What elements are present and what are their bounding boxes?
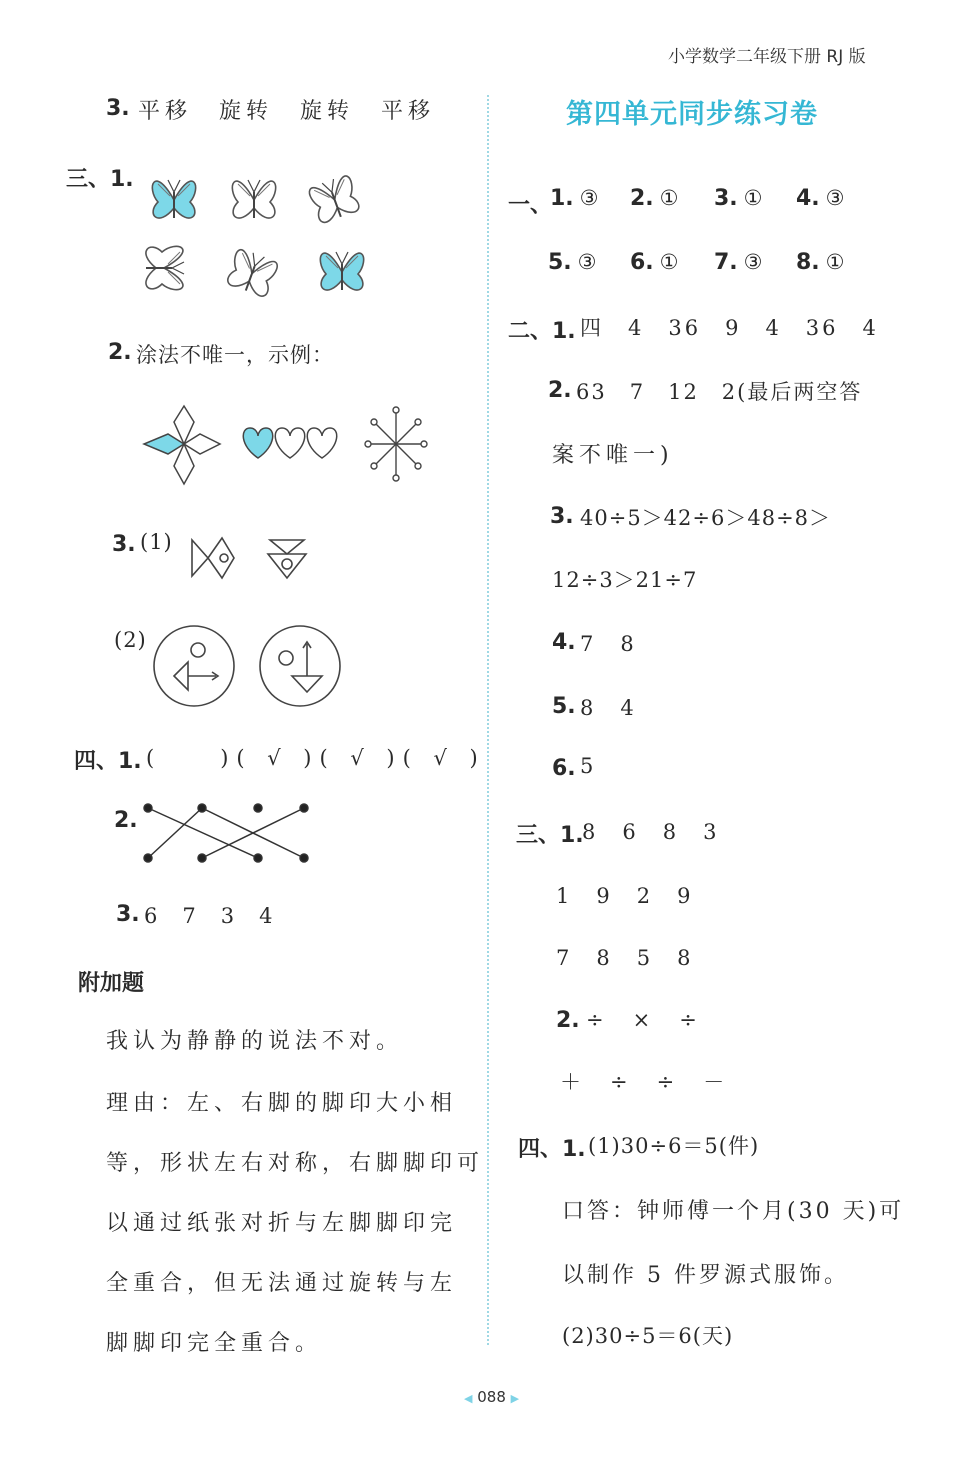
section-4-q2-number: 2. — [114, 808, 138, 833]
r-section-3-row1: 8 6 8 3 — [582, 820, 720, 844]
extra-line: 理由：左、右脚的脚印大小相 — [106, 1091, 458, 1116]
extra-line: 等，形状左右对称，右脚脚印可 — [106, 1151, 485, 1176]
butterfly-icon — [225, 247, 279, 298]
r-section-2-q3-line1: 40÷5＞42÷6＞48÷8＞ — [580, 506, 832, 530]
butterfly-icon — [320, 252, 363, 290]
section-3-q3-sub1: (1) — [140, 530, 173, 554]
r-section-1-row2: 8. ① — [796, 250, 846, 275]
rotation-figures-2 — [150, 624, 350, 708]
unit-title: 第四单元同步练习卷 — [566, 99, 818, 130]
extra-line: 全重合，但无法通过旋转与左 — [106, 1271, 458, 1296]
arrow-right-icon: ▶ — [510, 1392, 520, 1405]
r-section-3-label: 三、1. — [516, 823, 584, 848]
r-section-1-row2: 7. ③ — [714, 250, 764, 275]
r-section-3-q2-line1: ÷ × ÷ — [586, 1008, 701, 1032]
matching-lines-figure — [140, 800, 320, 870]
arrow-left-icon: ◀ — [464, 1392, 473, 1405]
section-4-q3-answer: 6 7 3 4 — [144, 904, 275, 928]
section-3-q3-sub2: (2) — [114, 628, 147, 652]
rhombus-flower-icon — [144, 406, 220, 484]
hearts-icon — [243, 428, 336, 458]
r-section-1-row1: 3. ① — [714, 186, 764, 211]
rotation-figures-1 — [186, 532, 326, 592]
butterflies-figure — [140, 158, 380, 303]
r-section-2-q5: 8 4 — [580, 696, 637, 720]
r-section-1-row1: 2. ① — [630, 186, 680, 211]
left-q3-answer: 平移 旋转 旋转 平移 — [138, 99, 436, 124]
r-section-4-line2: 口答：钟师傅一个月(30 天)可 — [562, 1199, 905, 1224]
r-section-2-q6: 5 — [580, 754, 595, 778]
r-section-2-q1: 四 4 36 9 4 36 4 — [580, 316, 879, 340]
section-3-q3-number: 3. — [112, 532, 136, 557]
r-section-3-q2-number: 2. — [556, 1008, 580, 1033]
extra-line: 以通过纸张对折与左脚脚印完 — [106, 1211, 458, 1236]
r-section-2-q2-number: 2. — [548, 378, 572, 403]
r-section-2-q4: 7 8 — [580, 632, 637, 656]
butterfly-icon — [146, 246, 184, 289]
section-4-blanks: ( )( √ )( √ )( √ ) — [146, 746, 486, 770]
r-section-4-line3: 以制作 5 件罗源式服饰。 — [562, 1263, 849, 1288]
r-section-2-label: 二、1. — [508, 319, 576, 344]
page-number-text: 088 — [477, 1388, 506, 1406]
r-section-1-row2: 6. ① — [630, 250, 680, 275]
butterfly-icon — [308, 174, 362, 225]
extra-line: 脚脚印完全重合。 — [106, 1331, 323, 1356]
r-section-1-label: 一、 — [508, 193, 553, 218]
r-section-4-line4: (2)30÷5＝6(天) — [562, 1324, 734, 1348]
section-4-label: 四、1. — [74, 749, 142, 774]
circle-figure-icon — [260, 626, 340, 706]
extra-line: 我认为静静的说法不对。 — [106, 1029, 404, 1054]
r-section-4-line1: (1)30÷6＝5(件) — [588, 1134, 760, 1158]
page-number — [464, 1388, 519, 1406]
r-section-1-row2: 5. ③ — [548, 250, 598, 275]
r-section-3-q2-line2: ＋ ÷ ÷ － — [560, 1070, 729, 1094]
r-section-2-q5-number: 5. — [552, 694, 576, 719]
section-4-q3-number: 3. — [116, 902, 140, 927]
r-section-2-q3-number: 3. — [550, 504, 574, 529]
r-section-2-q6-number: 6. — [552, 756, 576, 781]
section-3-q2-text: 涂法不唯一，示例： — [136, 343, 334, 367]
r-section-1-row1: 1. ③ — [550, 186, 600, 211]
fish-icon — [192, 538, 234, 578]
left-q3-number: 3. — [106, 96, 130, 121]
snowflake-icon — [365, 407, 427, 481]
r-section-1-row1: 4. ③ — [796, 186, 846, 211]
book-title: 小学数学二年级下册 RJ 版 — [668, 47, 866, 67]
r-section-2-q3-line2: 12÷3＞21÷7 — [552, 568, 698, 592]
r-section-2-q4-number: 4. — [552, 630, 576, 655]
butterfly-icon — [232, 180, 275, 218]
r-section-3-row2: 1 9 2 9 — [556, 884, 694, 908]
extra-title: 附加题 — [78, 971, 145, 996]
r-section-4-label: 四、1. — [518, 1137, 586, 1162]
coloring-figures — [140, 402, 440, 492]
triangle-figure-icon — [268, 540, 306, 578]
r-section-2-q2-line1: 63 7 12 2(最后两空答 — [576, 380, 863, 404]
section-3-q2-number: 2. — [108, 340, 132, 365]
circle-figure-icon — [154, 626, 234, 706]
butterfly-icon — [152, 180, 195, 218]
r-section-3-row3: 7 8 5 8 — [556, 946, 694, 970]
column-divider — [487, 95, 489, 1345]
section-3-label: 三、1. — [66, 167, 134, 192]
r-section-2-q2-line2: 案不唯一) — [552, 443, 674, 468]
